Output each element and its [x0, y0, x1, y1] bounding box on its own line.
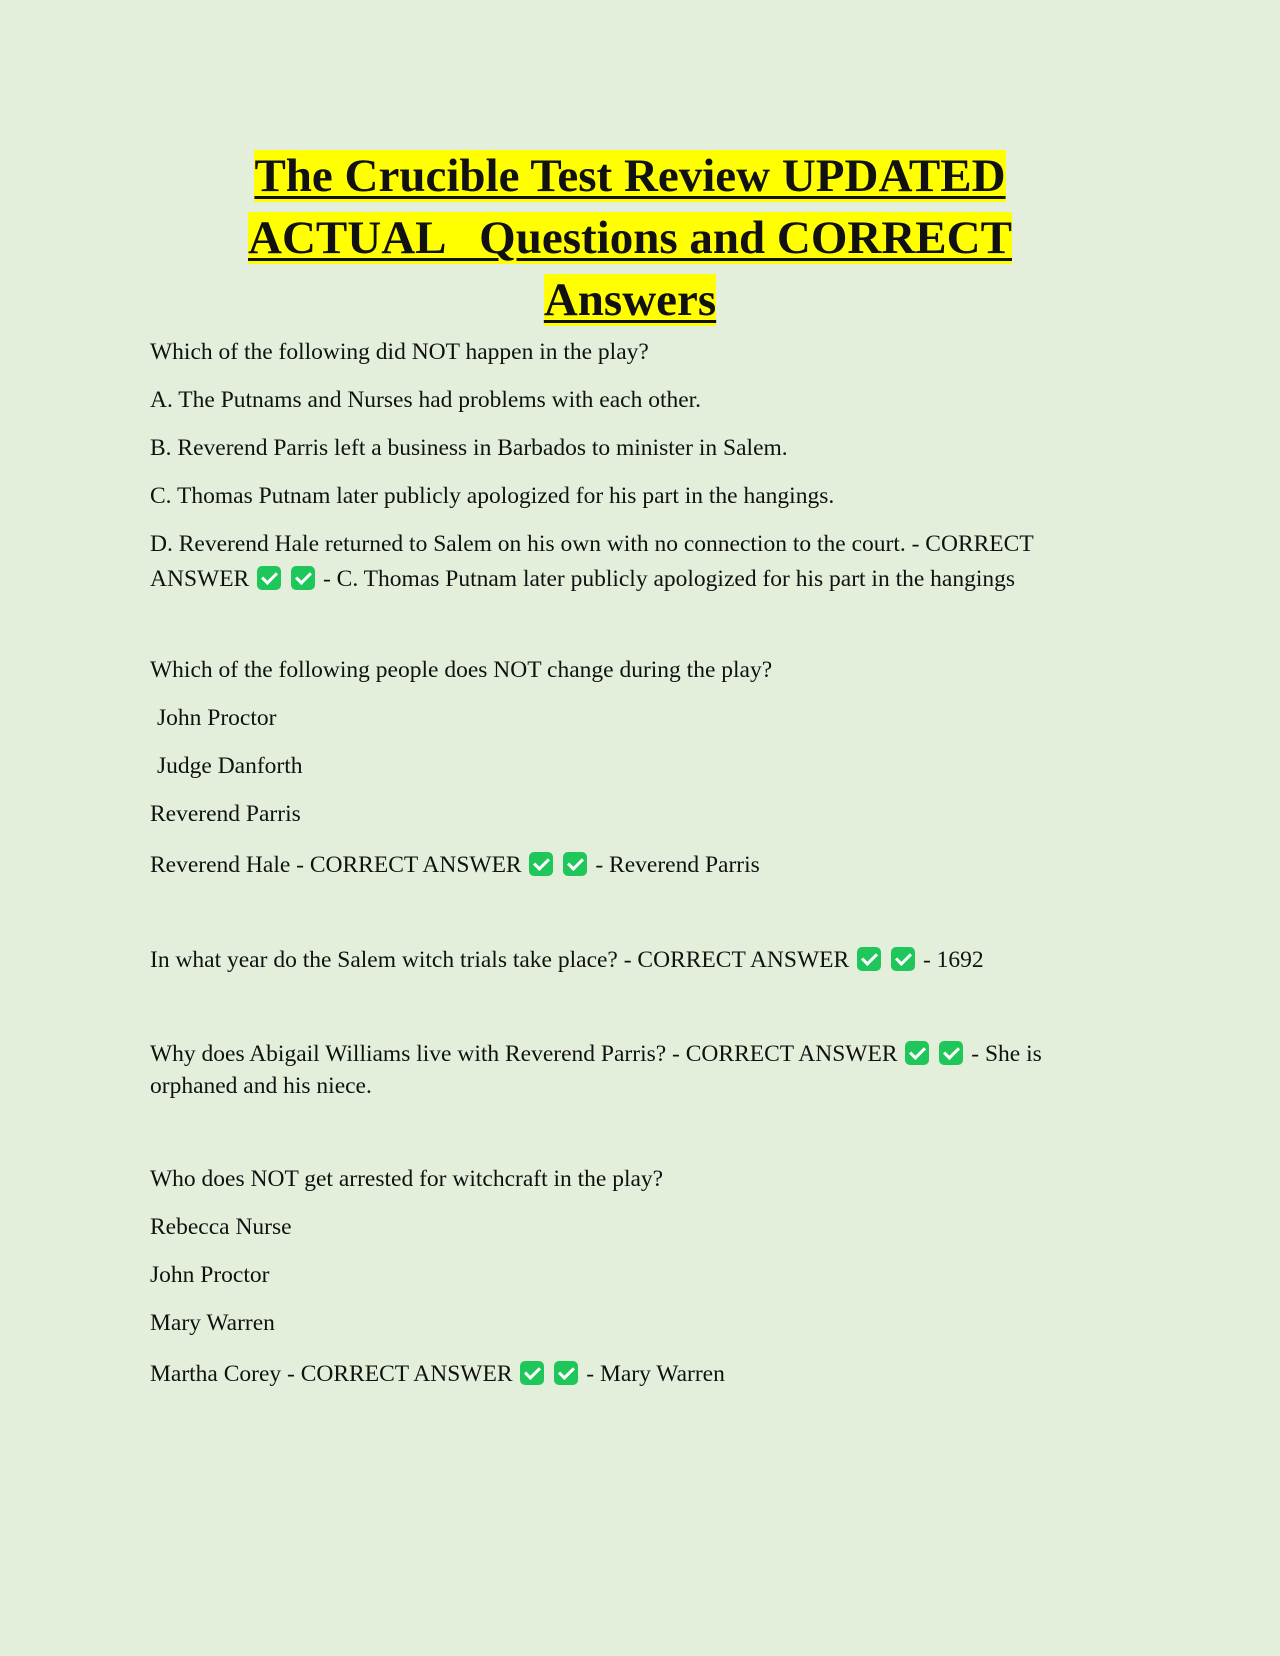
question-text: Which of the following did NOT happen in the play? — [150, 339, 649, 365]
check-mark-icon — [905, 1041, 929, 1065]
question-text: Why does Abigail Williams live with Reverend Parris? - CORRECT ANSWER — [150, 1041, 898, 1067]
title-line-1: The Crucible Test Review UPDATED — [254, 150, 1006, 202]
title-line-2: ACTUAL Questions and CORRECT — [248, 212, 1012, 264]
check-mark-icon — [257, 566, 281, 590]
question-text: In what year do the Salem witch trials take place? - CORRECT ANSWER — [150, 947, 850, 973]
option-4-text: Reverend Hale - CORRECT ANSWER — [150, 852, 522, 878]
option-b: B. Reverend Parris left a business in Barbados to minister in Salem. — [150, 435, 788, 461]
option-c: C. Thomas Putnam later publicly apologized for his part in the hangings. — [150, 483, 835, 509]
question-block-4 — [150, 1038, 1110, 1102]
option-2: John Proctor — [150, 1262, 270, 1288]
check-mark-icon — [554, 1361, 578, 1385]
correct-answer-text: - Mary Warren — [586, 1361, 725, 1387]
question-block-5 — [150, 1162, 1110, 1392]
option-3: Mary Warren — [150, 1310, 275, 1336]
question-text: Which of the following people does NOT change during the play? — [150, 657, 773, 683]
correct-answer-text: - C. Thomas Putnam later publicly apologized for his part in the hangings — [322, 566, 1016, 592]
option-4-with-answer — [150, 848, 1110, 883]
question-block-3 — [150, 943, 1110, 978]
option-4-text: Martha Corey - CORRECT ANSWER — [150, 1361, 513, 1387]
option-1: John Proctor — [157, 705, 277, 731]
question-with-answer — [150, 1038, 1110, 1102]
check-mark-icon — [857, 947, 881, 971]
option-d-with-answer — [150, 527, 1110, 597]
document-page — [150, 145, 1110, 1392]
correct-answer-text: - Reverend Parris — [595, 852, 760, 878]
option-4-with-answer — [150, 1357, 1110, 1392]
option-d-text: D. Reverend Hale returned to Salem on his own with no connection to the court. - CORRECT ANSWER — [150, 531, 1034, 592]
question-text: Who does NOT get arrested for witchcraft in the play? — [150, 1166, 664, 1192]
check-mark-icon — [563, 852, 587, 876]
correct-answer-text: - She is orphaned and his niece. — [150, 1041, 1042, 1099]
document-title — [150, 145, 1110, 331]
check-mark-icon — [891, 947, 915, 971]
question-with-answer — [150, 943, 1110, 978]
question-block-2 — [150, 653, 1110, 883]
check-mark-icon — [529, 852, 553, 876]
correct-answer-text: - 1692 — [922, 947, 984, 973]
question-block-1 — [150, 335, 1110, 597]
option-a: A. The Putnams and Nurses had problems with each other. — [150, 387, 702, 413]
check-mark-icon — [520, 1361, 544, 1385]
title-line-3: Answers — [543, 274, 717, 326]
check-mark-icon — [939, 1041, 963, 1065]
option-2: Judge Danforth — [157, 753, 303, 779]
check-mark-icon — [291, 566, 315, 590]
option-3: Reverend Parris — [150, 801, 301, 827]
option-1: Rebecca Nurse — [150, 1214, 292, 1240]
